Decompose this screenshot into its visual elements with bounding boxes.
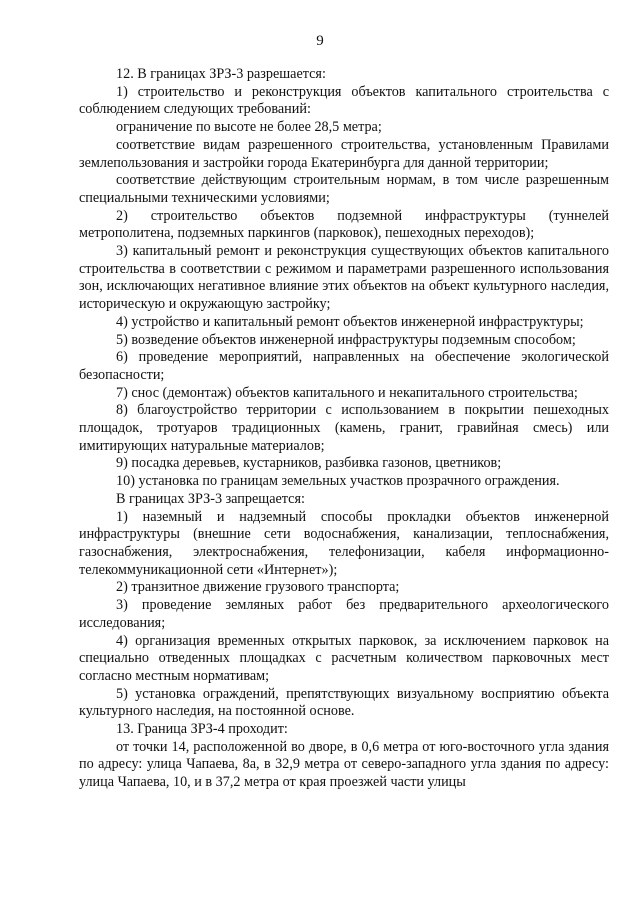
paragraph-allowed-8: 8) благоустройство территории с использованием в покрытии пешеходных площадок, тротуаров традиционных (камень, гранит, гравийная смесь) или имитирующих натуральные материалов; [79,402,609,454]
paragraph-prohibited-1: 1) наземный и надземный способы прокладки объектов инженерной инфраструктуры (внешние сети водоснабжения, канализации, теплоснабжения, газоснабжения, электроснабжения, телефонизации, кабеля информационно-телекоммуникационной сети «Интернет»); [79,508,609,578]
paragraph-rules-compliance: соответствие видам разрешенного строительства, установленным Правилами землепользования и застройки города Екатеринбурга для данной территории; [79,136,609,171]
paragraph-allowed-10: 10) установка по границам земельных участков прозрачного ограждения. [116,473,560,490]
prohibited-heading: В границах ЗРЗ-3 запрещается: [116,490,305,507]
paragraph-prohibited-2: 2) транзитное движение грузового транспорта; [116,579,400,596]
paragraph-allowed-4: 4) устройство и капитальный ремонт объектов инженерной инфраструктуры; [116,313,584,330]
section-13-heading: 13. Граница ЗРЗ-4 проходит: [116,721,288,738]
paragraph-allowed-2: 2) строительство объектов подземной инфраструктуры (туннелей метрополитена, подземных паркингов (парковок), пешеходных переходов); [79,207,609,242]
document-body [79,66,609,792]
paragraph-allowed-3: 3) капитальный ремонт и реконструкция существующих объектов капитального строительства в соответствии с режимом и параметрами разрешенного использования зон, исключающих негативное влияние этих объектов на объект культурного наследия, историческую и окружающую застройку; [79,243,609,313]
paragraph-allowed-7: 7) снос (демонтаж) объектов капитального и некапитального строительства; [116,384,578,401]
paragraph-allowed-5: 5) возведение объектов инженерной инфраструктуры подземным способом; [116,331,576,348]
paragraph-prohibited-5: 5) установка ограждений, препятствующих визуальному восприятию объекта культурного наследия, на постоянной основе. [79,685,609,720]
paragraph-prohibited-3: 3) проведение земляных работ без предварительного археологического исследования; [79,597,609,631]
paragraph-allowed-1: 1) строительство и реконструкция объектов капитального строительства с соблюдением следующих требований: [79,83,609,118]
paragraph-allowed-6: 6) проведение мероприятий, направленных на обеспечение экологической безопасности; [79,349,609,383]
page-number: 9 [316,33,324,49]
paragraph-prohibited-4: 4) организация временных открытых парковок, за исключением парковок на специально отведенных площадках с расчетным количеством парковочных мест согласно местным нормативам; [79,632,609,684]
section-12-heading: 12. В границах ЗРЗ-3 разрешается: [116,66,326,82]
paragraph-norms-compliance: соответствие действующим строительным нормам, в том числе разрешенным специальными техническими условиями; [79,172,609,206]
paragraph-allowed-9: 9) посадка деревьев, кустарников, разбивка газонов, цветников; [116,455,502,472]
paragraph-boundary-description: от точки 14, расположенной во дворе, в 0,6 метра от юго-восточного угла здания по адресу: улица Чапаева, 8а, в 32,9 метра от северо-западного угла здания по адресу: улица Чапаева, 10, и в 37,2 метра от края проезжей части улицы [79,738,609,791]
paragraph-height-limit: ограничение по высоте не более 28,5 метра; [116,119,382,136]
